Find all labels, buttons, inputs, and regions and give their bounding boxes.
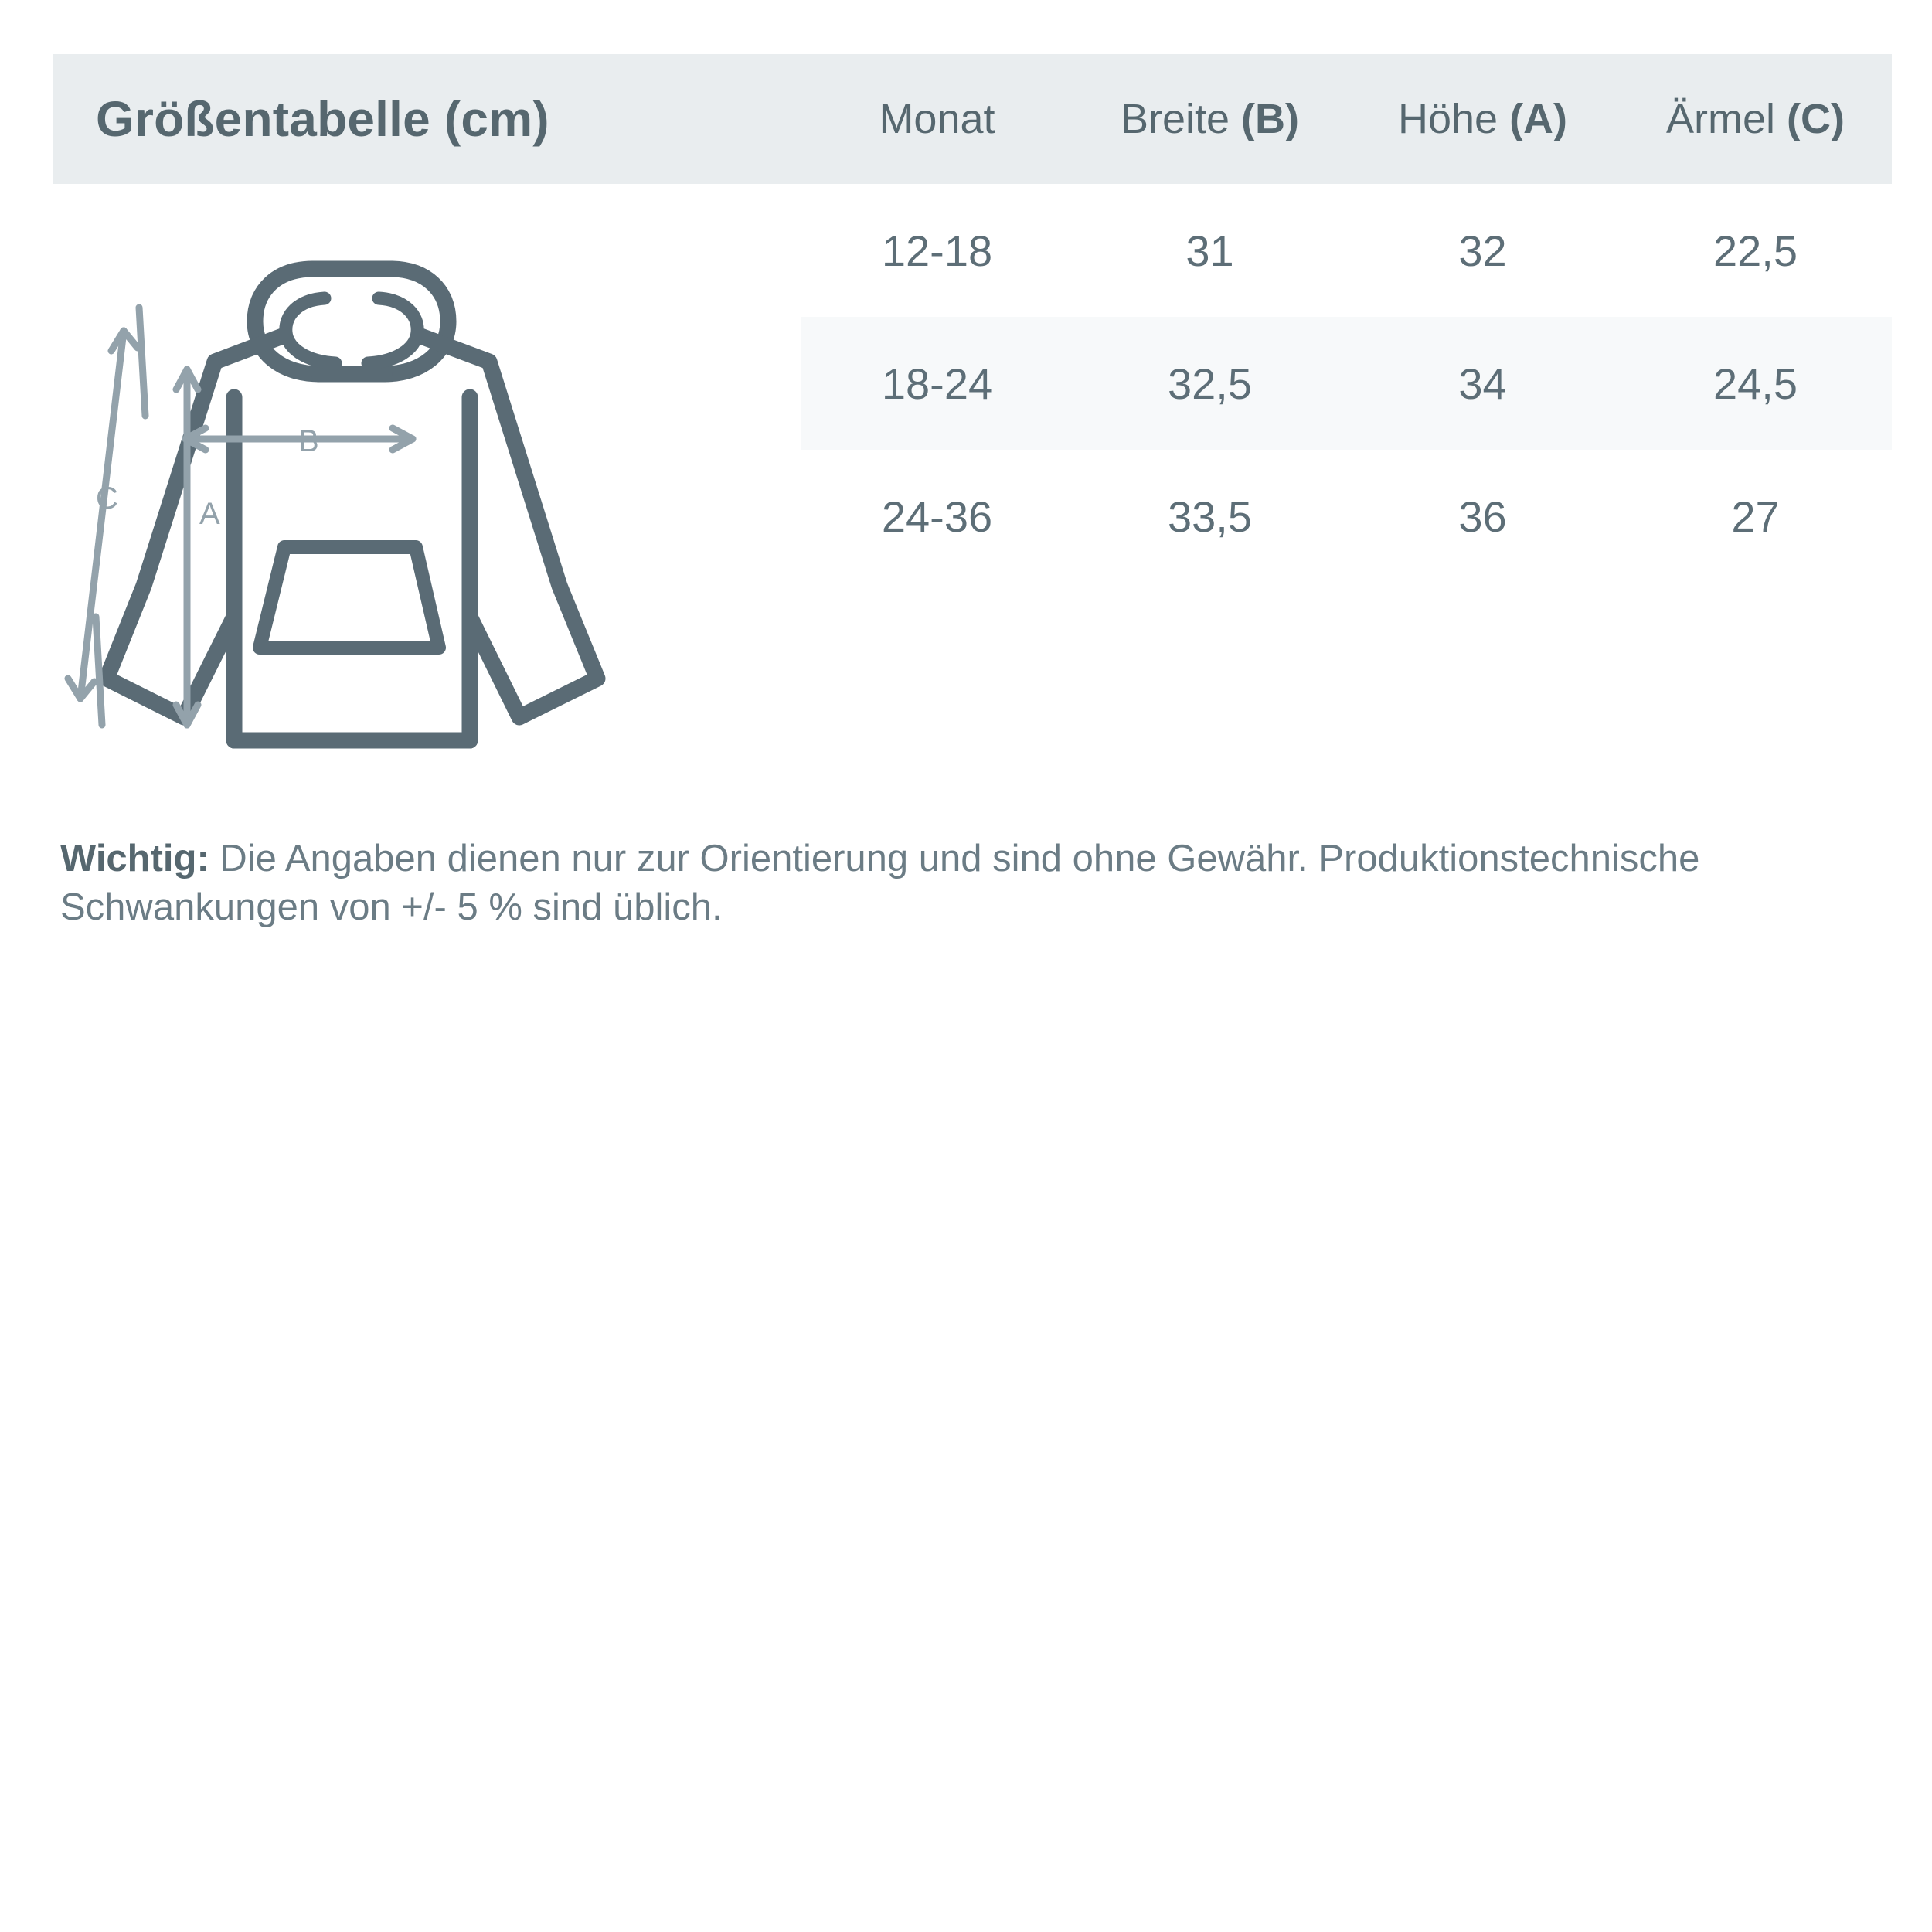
column-header-hoehe	[1346, 95, 1619, 143]
disclaimer-label: Wichtig:	[60, 838, 209, 879]
label-c: C	[96, 481, 118, 515]
column-header-breite-key: (B)	[1241, 96, 1300, 142]
hoodie-figure	[53, 184, 801, 802]
column-header-breite	[1073, 95, 1346, 143]
column-header-hoehe-label: Höhe	[1397, 96, 1510, 142]
cell-breite: 33,5	[1168, 492, 1252, 541]
size-table	[801, 184, 1892, 583]
column-header-aermel-key: (C)	[1787, 96, 1845, 142]
table-row	[801, 184, 1892, 317]
cell-aermel: 22,5	[1713, 226, 1798, 275]
disclaimer-text: Die Angaben dienen nur zur Orientierung und sind ohne Gewähr. Produktionstechnische Schwankungen von +/- 5 % sind üblich.	[60, 838, 1700, 928]
table-row	[801, 317, 1892, 450]
column-header-monat-label: Monat	[879, 96, 995, 142]
column-header-monat	[801, 95, 1073, 143]
cell-aermel: 24,5	[1713, 359, 1798, 408]
cell-hoehe: 34	[1458, 359, 1507, 408]
column-header-breite-label: Breite	[1120, 96, 1242, 142]
label-a: A	[199, 497, 220, 531]
cell-hoehe: 32	[1458, 226, 1507, 275]
cell-monat: 24-36	[881, 492, 993, 541]
header-columns	[801, 95, 1892, 143]
disclaimer-note	[53, 835, 1838, 931]
cell-hoehe: 36	[1458, 492, 1507, 541]
size-chart	[53, 54, 1892, 931]
column-header-aermel-label: Ärmel	[1666, 96, 1787, 142]
column-header-hoehe-key: (A)	[1509, 96, 1568, 142]
hoodie-diagram-icon	[53, 184, 801, 802]
table-row	[801, 450, 1892, 583]
page-title: Größentabelle (cm)	[96, 91, 549, 147]
table-header	[53, 54, 1892, 184]
chart-body	[53, 184, 1892, 802]
cell-aermel: 27	[1731, 492, 1780, 541]
column-header-aermel	[1619, 95, 1892, 143]
cell-breite: 31	[1185, 226, 1234, 275]
cell-breite: 32,5	[1168, 359, 1252, 408]
label-b: B	[298, 424, 319, 458]
cell-monat: 18-24	[881, 359, 993, 408]
cell-monat: 12-18	[881, 226, 993, 275]
